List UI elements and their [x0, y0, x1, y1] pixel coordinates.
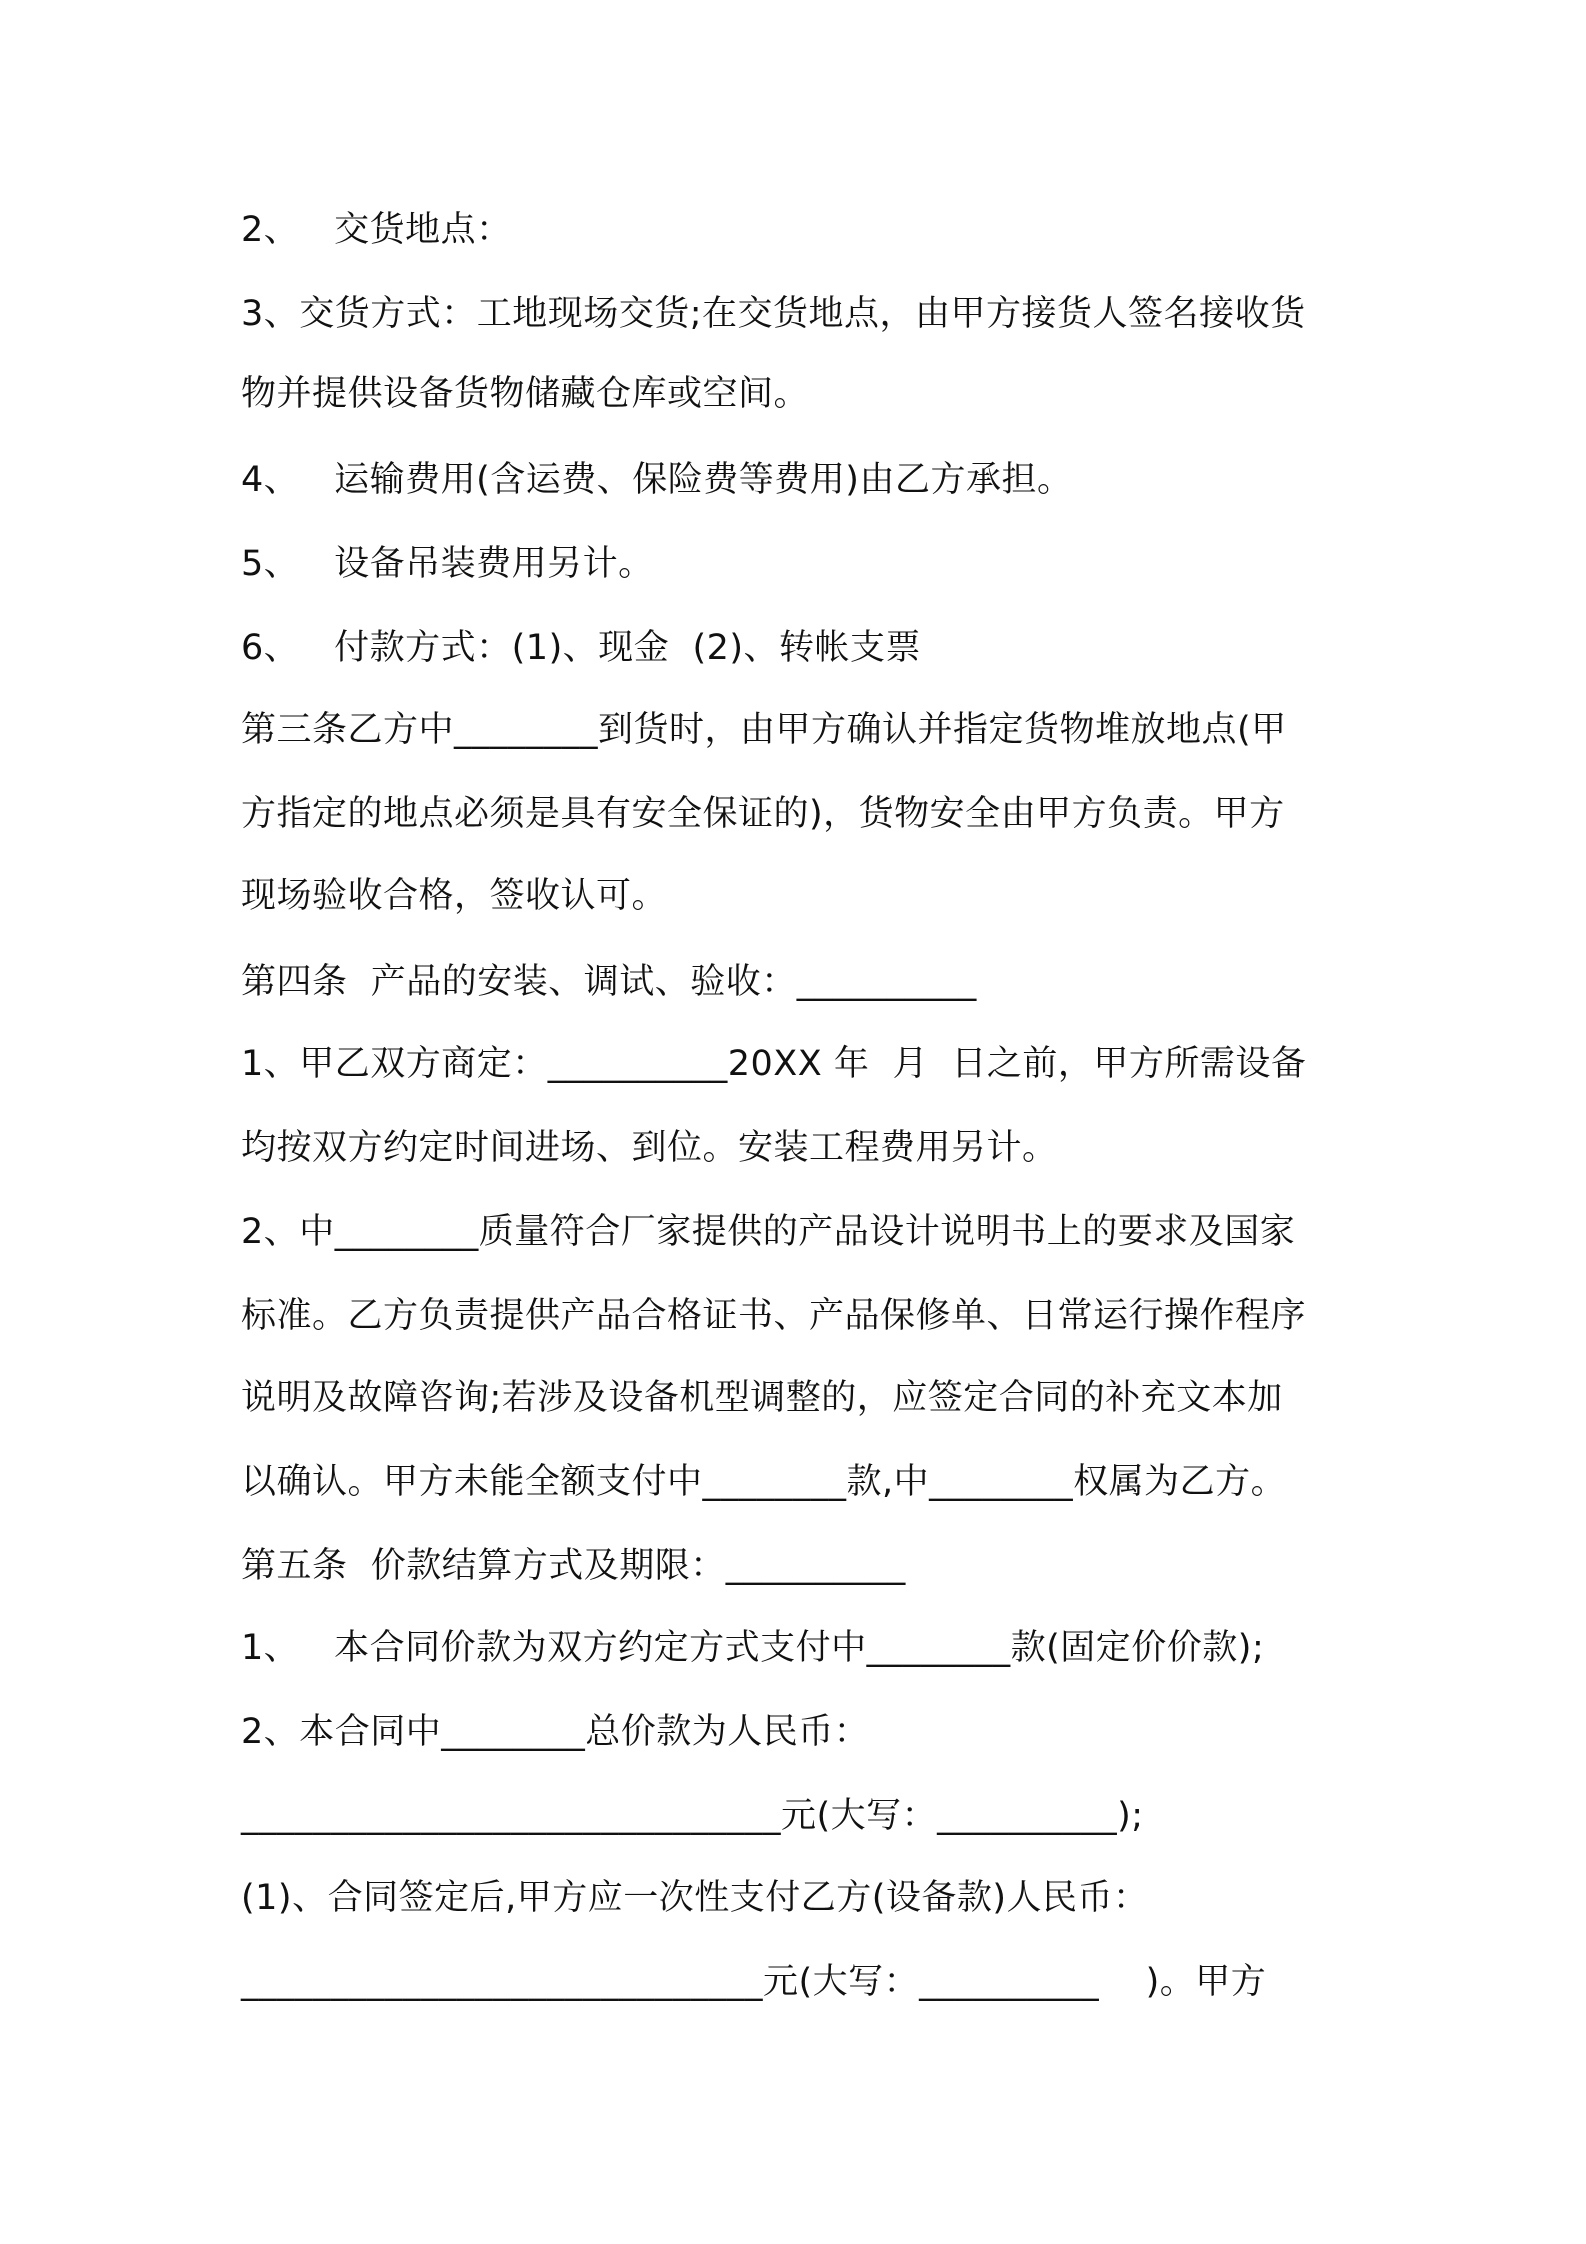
article-five-item-2: 2、本合同中________总价款为人民币： — [241, 1712, 870, 1752]
article-four-item-1-cont: 均按双方约定时间进场、到位。安装工程费用另计。 — [241, 1128, 1058, 1168]
article-four-item-2-cont-1: 标准。乙方负责提供产品合格证书、产品保修单、日常运行操作程序 — [241, 1296, 1307, 1336]
article-four-heading: 第四条 产品的安装、调试、验收：__________ — [241, 962, 977, 1002]
article-three-cont-2: 现场验收合格，签收认可。 — [241, 876, 668, 916]
article-four-item-1: 1、甲乙双方商定：__________20XX 年 月 日之前，甲方所需设备 — [241, 1044, 1307, 1084]
clause-delivery-location: 2、 交货地点： — [241, 210, 512, 250]
clause-delivery-method: 3、交货方式：工地现场交货;在交货地点，由甲方接货人签名接收货 — [241, 294, 1306, 334]
article-four-item-2-cont-3: 以确认。甲方未能全额支付中________款,中________权属为乙方。 — [241, 1462, 1287, 1502]
article-five-heading: 第五条 价款结算方式及期限：__________ — [241, 1546, 906, 1586]
clause-hoisting-cost: 5、 设备吊装费用另计。 — [241, 544, 654, 584]
article-five-subitem-1-amount: _____________________________元(大写：__________ )。甲方 — [241, 1962, 1267, 2002]
clause-delivery-method-cont: 物并提供设备货物储藏仓库或空间。 — [241, 374, 810, 414]
article-three: 第三条乙方中________到货时，由甲方确认并指定货物堆放地点(甲 — [241, 710, 1287, 750]
clause-transport-cost: 4、 运输费用(含运费、保险费等费用)由乙方承担。 — [241, 460, 1073, 500]
article-four-item-2-cont-2: 说明及故障咨询;若涉及设备机型调整的，应签定合同的补充文本加 — [241, 1378, 1283, 1418]
clause-payment-method: 6、 付款方式：(1)、现金 (2)、转帐支票 — [241, 628, 922, 668]
article-five-item-2-amount: ______________________________元(大写：__________); — [241, 1796, 1144, 1836]
article-five-subitem-1: (1)、合同签定后,甲方应一次性支付乙方(设备款)人民币： — [241, 1878, 1149, 1918]
article-five-item-1: 1、 本合同价款为双方约定方式支付中________款(固定价价款); — [241, 1628, 1265, 1668]
article-three-cont-1: 方指定的地点必须是具有安全保证的)，货物安全由甲方负责。甲方 — [241, 794, 1285, 834]
article-four-item-2: 2、中________质量符合厂家提供的产品设计说明书上的要求及国家 — [241, 1212, 1296, 1252]
